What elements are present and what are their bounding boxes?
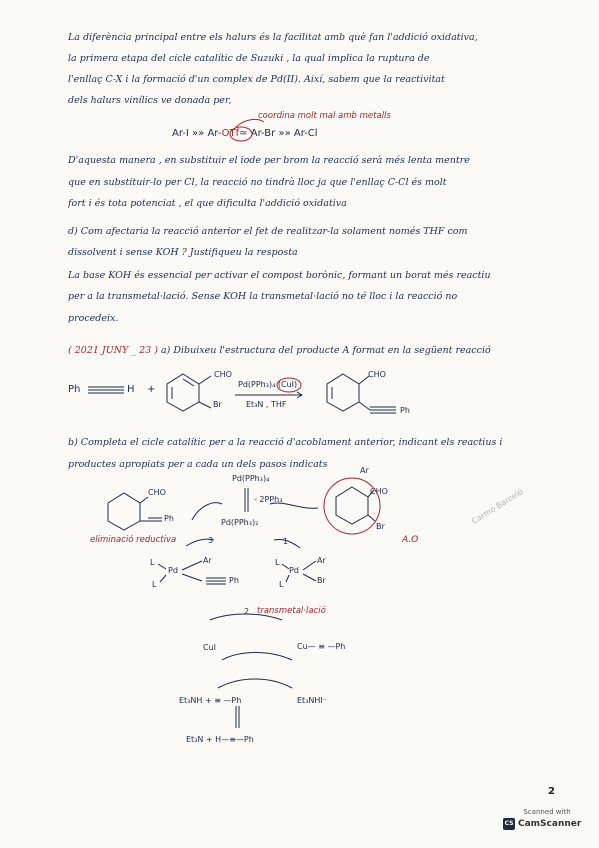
cycle-arc-bottom-icon bbox=[210, 614, 282, 620]
product-ph: Ph bbox=[400, 406, 410, 415]
et3nh-right-label: Et₃NHI⁻ bbox=[297, 696, 327, 705]
product-cho: CHO bbox=[368, 370, 386, 379]
left-ar: Ar bbox=[203, 556, 212, 565]
reactant-cho: CHO bbox=[214, 370, 232, 379]
cycle-arc-right-icon bbox=[270, 503, 318, 508]
et3nh-left-label: Et₃NH + ≡ —Ph bbox=[179, 696, 242, 705]
cycle-left-benzene-icon bbox=[108, 493, 140, 530]
elimination-label: eliminació reductiva bbox=[90, 535, 177, 545]
cu-alkyne-label: Cu— ≡ —Ph bbox=[297, 642, 346, 651]
answer-d-line: per a la transmetal·lació. Sense KOH la transmetal·lació no té lloc i la reacció no bbox=[68, 291, 458, 302]
cycle-step2: 2 bbox=[244, 607, 250, 616]
reactivity-note: coordina molt mal amb metalls bbox=[258, 111, 391, 121]
scanner-top-text: Scanned with bbox=[523, 808, 571, 816]
paragraph2-line: fort i és tota potenciat , el que dificulta l'addició oxidativa bbox=[68, 198, 347, 209]
paragraph1-line: dels halurs vinílics ve donada per, bbox=[68, 95, 232, 106]
exam-reference: ( 2021 JUNY _ 23 ) bbox=[68, 345, 158, 356]
watermark: Carmo Barceló bbox=[470, 487, 525, 526]
paragraph1-line: l'enllaç C-X i la formació d'un complex de Pd(II). Així, sabem que la reactivitat bbox=[68, 74, 445, 85]
reagent1-ph: Ph bbox=[68, 384, 81, 395]
cycle-pd0-top: Pd(PPh₃)₄ bbox=[232, 474, 270, 483]
question-b-line: b) Completa el cicle catalític per a la reacció d'acoblament anterior, indicant els reactius i bbox=[68, 437, 503, 448]
right-l1: L bbox=[275, 558, 280, 567]
left-l2: L bbox=[152, 580, 157, 589]
reactant-br: Br bbox=[213, 400, 222, 409]
condition-solvent: Et₃N , THF bbox=[246, 400, 287, 409]
cycle-right-br: Br bbox=[376, 522, 385, 531]
right-pd: Pd bbox=[289, 566, 299, 575]
cycle-arc-left-icon bbox=[192, 503, 222, 520]
cycle-left-cho: CHO bbox=[148, 488, 166, 497]
left-l1: L bbox=[150, 558, 155, 567]
cycle-step3: 3 bbox=[208, 536, 214, 545]
answer-d-line: La base KOH és essencial per activar el compost borònic, formant un borat més reactiu bbox=[68, 270, 491, 281]
camscanner-logo-icon: CS bbox=[503, 818, 515, 830]
cu-cycle-bottom-icon bbox=[218, 679, 292, 688]
plus-sign: + bbox=[147, 384, 156, 395]
reactivity-eq-otf: OTf bbox=[221, 128, 240, 139]
cu-cycle-top-icon bbox=[222, 653, 292, 661]
cui-circle-icon bbox=[277, 378, 301, 392]
question-d-line: dissolvent i sense KOH ? Justifiqueu la resposta bbox=[68, 247, 298, 258]
cycle-left-ph: Ph bbox=[164, 514, 174, 523]
paragraph1-line: La diferència principal entre els halurs és la facilitat amb què fan l'addició oxidativa, bbox=[68, 32, 478, 43]
reactivity-eq-left: Ar-I »» Ar- bbox=[172, 128, 222, 139]
cycle-right-cho: CHO bbox=[370, 487, 388, 496]
ao-label: A.O bbox=[402, 535, 419, 545]
cycle-pd-center: Pd(PPh₃)₂ bbox=[221, 518, 259, 527]
answer-d-line: procedeix. bbox=[68, 313, 119, 324]
cycle-right-benzene-icon bbox=[336, 487, 368, 524]
paragraph2-line: D'aquesta manera , en substituir el iode per brom la reacció serà més lenta mentre bbox=[68, 155, 470, 166]
question-d-line: d) Com afectaria la reacció anterior el fet de realitzar-la solament només THF com bbox=[68, 226, 468, 237]
reagent1-h: H bbox=[127, 384, 135, 395]
cycle-right-ar: Ar bbox=[360, 466, 369, 475]
right-ar: Ar bbox=[317, 556, 326, 565]
aryl-circle-icon bbox=[324, 478, 380, 534]
condition-catalyst: Pd(PPh₃)₄ (CuI) bbox=[238, 380, 298, 389]
question-b-line: productes apropiats per a cada un dels pasos indicats bbox=[68, 459, 328, 470]
cycle-minus-pph3: - 2PPh₃ bbox=[254, 495, 283, 504]
base-bottom-label: Et₃N + H—≡—Ph bbox=[186, 735, 254, 744]
reactivity-eq-right: ≃ Ar-Br »» Ar-Cl bbox=[239, 128, 318, 139]
right-br: Br bbox=[317, 576, 326, 585]
transmetalation-label: transmetal·lació bbox=[257, 606, 326, 616]
left-ph: Ph bbox=[229, 576, 239, 585]
paragraph2-line: que en substituir-lo per Cl, la reacció no tindrà lloc ja que l'enllaç C-Cl és molt bbox=[68, 177, 447, 188]
otf-circle-icon bbox=[230, 127, 252, 141]
paragraph1-line: la primera etapa del cicle catalític de Suzuki , la qual implica la ruptura de bbox=[68, 53, 430, 64]
cui-label: CuI bbox=[203, 643, 217, 652]
otf-arrow-icon bbox=[236, 119, 264, 127]
question-a-text: a) Dibuixeu l'estructura del producte A format en la següent reacció bbox=[160, 345, 491, 356]
page-number: 2 bbox=[548, 786, 555, 797]
cycle-step1: 1 bbox=[283, 537, 289, 546]
right-l2: L bbox=[279, 580, 284, 589]
left-pd: Pd bbox=[168, 566, 178, 575]
scanner-name: CamScanner bbox=[518, 819, 582, 829]
